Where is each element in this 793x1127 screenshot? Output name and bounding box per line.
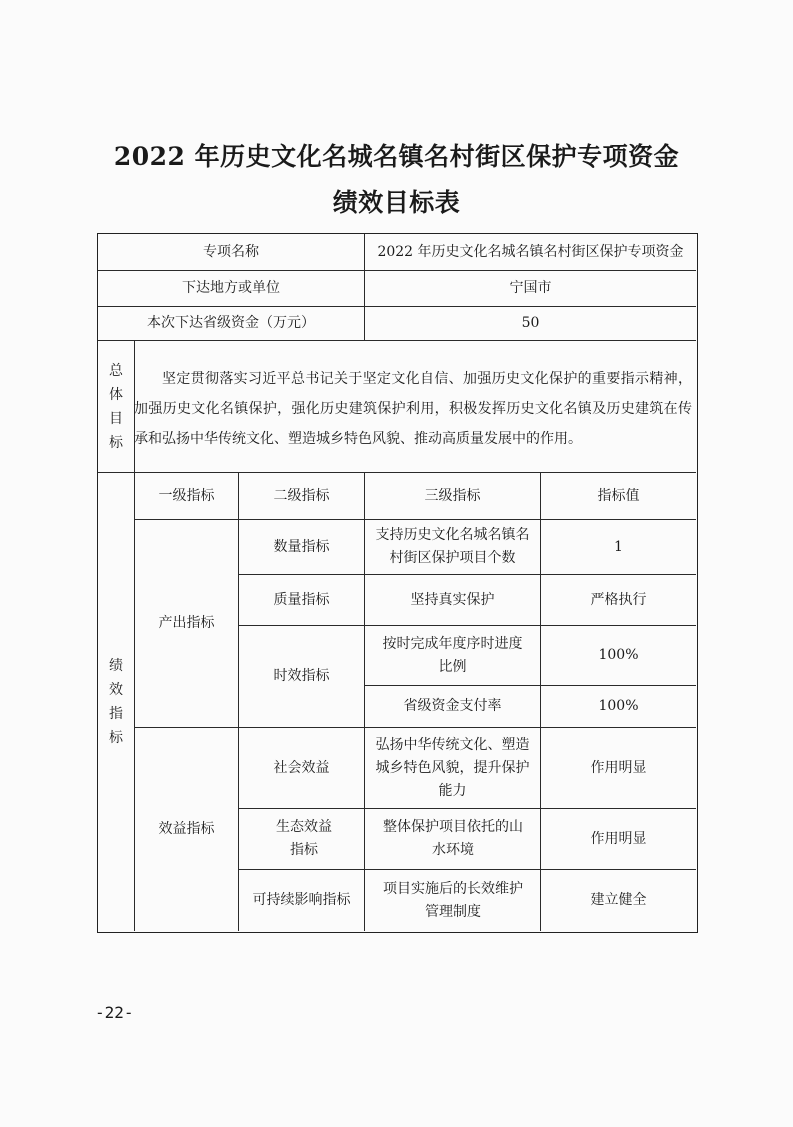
project-name-value: 2022 年历史文化名城名镇名村街区保护专项资金 [377,243,684,260]
overall-goal-label-char: 总 [109,362,123,379]
social-benefit-indicator: 社会效益 [273,759,330,776]
performance-goal-table [97,233,698,933]
column-header-level2: 二级指标 [273,487,330,504]
page-number: -22- [95,1003,134,1022]
column-header-level3: 三级指标 [424,487,481,504]
rule [98,340,696,341]
quality-indicator-detail: 坚持真实保护 [410,591,495,608]
indicators-label-char: 绩 [109,658,123,674]
quality-indicator-value: 严格执行 [590,591,647,608]
column-header-level1: 一级指标 [158,487,215,504]
social-benefit-value: 作用明显 [590,759,647,776]
sustainability-value: 建立健全 [590,892,647,908]
document-title: 2022 年历史文化名城名镇名村街区保护专项资金 [113,142,680,171]
indicators-label-char: 效 [109,682,123,698]
quality-indicator: 质量指标 [273,591,330,608]
ecological-benefit-detail: 整体保护项目依托的山水环境 [383,819,523,858]
funds-value: 50 [521,315,540,331]
benefit-indicator-level1: 效益指标 [158,821,215,837]
overall-goal-label-char: 目 [109,410,123,427]
project-name-label: 专项名称 [203,243,259,260]
document-subtitle: 绩效目标表 [332,188,461,217]
unit-value: 宁国市 [509,280,552,296]
overall-goal-text: 坚定贯彻落实习近平总书记关于坚定文化自信、加强历史文化保护的重要指示精神，加强历史文化名镇保护，强化历史建筑保护利用，积极发挥历史文化名镇及历史建筑在传承和弘扬中华传统文化、塑造城乡特色风貌、推动高质量发展中的作用。 [134,371,692,447]
overall-goal-label-char: 标 [109,434,123,451]
sustainability-indicator: 可持续影响指标 [252,892,351,908]
social-benefit-detail: 弘扬中华传统文化、塑造城乡特色风貌，提升保护能力 [375,736,530,799]
sustainability-detail: 项目实施后的长效维护管理制度 [383,880,523,920]
output-indicator-level1: 产出指标 [158,615,215,631]
column-header-value: 指标值 [597,487,640,504]
overall-goal-label [98,341,134,472]
timeliness-indicator: 时效指标 [273,668,330,684]
fund-payment-value: 100% [598,698,639,714]
overall-goal-label-char: 体 [109,386,123,403]
ecological-benefit-indicator: 生态效益指标 [276,819,332,858]
unit-label: 下达地方或单位 [182,280,280,296]
ecological-benefit-value: 作用明显 [590,830,647,847]
quantity-indicator-value: 1 [614,538,623,555]
indicators-label-char: 标 [109,730,123,746]
timeliness-progress-detail: 按时完成年度序时进度比例 [382,635,523,675]
indicators-label [98,473,134,931]
fund-payment-detail: 省级资金支付率 [403,698,502,714]
quantity-indicator: 数量指标 [273,538,330,555]
timeliness-progress-value: 100% [598,647,639,663]
funds-label: 本次下达省级资金（万元） [147,315,315,331]
quantity-indicator-detail: 支持历史文化名城名镇名村街区保护项目个数 [375,527,530,566]
indicators-label-char: 指 [109,706,123,722]
